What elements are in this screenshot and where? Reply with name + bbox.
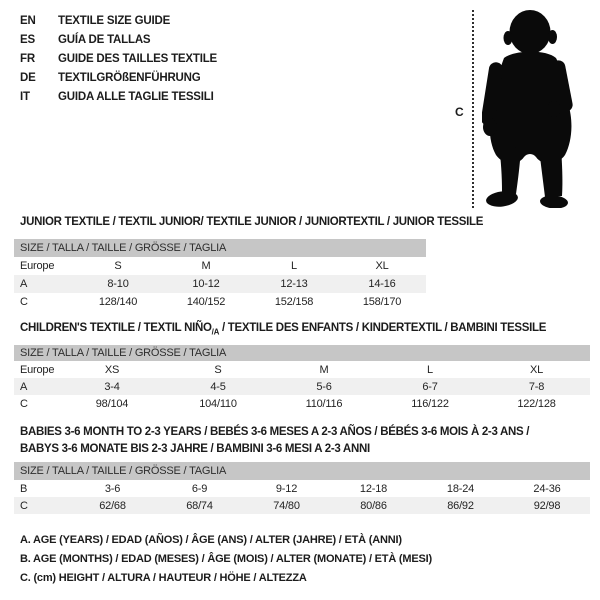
- table-cell: A: [20, 380, 28, 393]
- table-cell: XS: [104, 363, 120, 376]
- language-code: IT: [20, 91, 30, 103]
- table-cell: 14-16: [368, 278, 396, 290]
- table-cell: 98/104: [95, 397, 129, 410]
- table-cell: 9-12: [275, 482, 298, 495]
- table-cell: L: [291, 260, 297, 272]
- language-label: GUÍA DE TALLAS: [58, 34, 151, 46]
- height-measure-label: C: [455, 105, 464, 119]
- table-cell: 152/158: [274, 296, 314, 308]
- table-row: [14, 275, 426, 293]
- table-cell: 68/74: [186, 499, 213, 512]
- note-height-cm: C. (cm) HEIGHT / ALTURA / HAUTEUR / HÖHE / ALTEZZA: [20, 572, 307, 584]
- table-cell: 6-9: [191, 482, 208, 495]
- table-cell: 116/122: [411, 397, 449, 410]
- babies-size-header: SIZE / TALLA / TAILLE / GRÖSSE / TAGLIA: [14, 462, 590, 480]
- junior-table-title: JUNIOR TEXTILE / TEXTIL JUNIOR/ TEXTILE JUNIOR / JUNIORTEXTIL / JUNIOR TESSILE: [20, 216, 484, 228]
- table-cell: 80/86: [360, 499, 387, 512]
- language-code: FR: [20, 53, 35, 65]
- table-row: [14, 257, 426, 275]
- table-cell: C: [20, 499, 28, 512]
- language-label: TEXTILE SIZE GUIDE: [58, 15, 171, 27]
- language-row: [20, 69, 217, 88]
- table-row: [14, 497, 590, 514]
- table-cell: XL: [529, 363, 544, 376]
- table-cell: 8-10: [107, 278, 129, 290]
- language-label: GUIDA ALLE TAGLIE TESSILI: [58, 91, 214, 103]
- children-size-table: [14, 361, 590, 412]
- language-code: DE: [20, 72, 36, 84]
- table-cell: C: [20, 397, 28, 410]
- language-code: ES: [20, 34, 35, 46]
- children-title-part: CHILDREN'S TEXTILE / TEXTIL NIÑO: [20, 322, 212, 334]
- height-dotted-line: [472, 10, 474, 208]
- note-age-years: A. AGE (YEARS) / EDAD (AÑOS) / ÂGE (ANS) / ALTER (JAHRE) / ETÀ (ANNI): [20, 534, 402, 546]
- table-cell: B: [20, 482, 28, 495]
- table-cell: XL: [375, 260, 389, 272]
- table-cell: 24-36: [533, 482, 561, 495]
- table-cell: 128/140: [98, 296, 138, 308]
- table-cell: A: [20, 278, 28, 290]
- table-cell: S: [214, 363, 222, 376]
- table-cell: 6-7: [422, 380, 438, 393]
- table-cell: 5-6: [316, 380, 332, 393]
- table-cell: C: [20, 296, 28, 308]
- table-cell: 12-18: [359, 482, 388, 495]
- language-row: [20, 12, 217, 31]
- table-row: [14, 361, 590, 378]
- children-title-part: / TEXTILE DES ENFANTS / KINDERTEXTIL / BAMBINI TESSILE: [219, 322, 547, 334]
- table-cell: 140/152: [186, 296, 226, 308]
- children-size-header: SIZE / TALLA / TAILLE / GRÖSSE / TAGLIA: [14, 345, 590, 361]
- babies-table-title: [20, 424, 529, 458]
- table-row: [14, 480, 590, 497]
- language-label: GUIDE DES TAILLES TEXTILE: [58, 53, 217, 65]
- table-cell: Europe: [20, 363, 55, 376]
- language-label: TEXTILGRÖßENFÜHRUNG: [58, 72, 201, 84]
- language-code: EN: [20, 15, 36, 27]
- table-cell: 3-6: [104, 482, 121, 495]
- legend-notes: [20, 531, 432, 588]
- language-row: [20, 88, 217, 107]
- note-age-months: B. AGE (MONTHS) / EDAD (MESES) / ÂGE (MOIS) / ALTER (MONATE) / ETÀ (MESI): [20, 553, 432, 565]
- table-cell: 18-24: [446, 482, 475, 495]
- table-cell: 10-12: [192, 278, 220, 290]
- children-table-title: [20, 322, 546, 336]
- table-cell: 7-8: [528, 380, 545, 393]
- table-row: [14, 395, 590, 412]
- baby-silhouette-icon: [482, 8, 590, 208]
- table-cell: 4-5: [210, 380, 226, 393]
- junior-size-header: SIZE / TALLA / TAILLE / GRÖSSE / TAGLIA: [14, 239, 426, 257]
- table-row: [14, 378, 590, 395]
- table-cell: 12-13: [280, 278, 308, 290]
- table-cell: 3-4: [104, 380, 120, 393]
- children-title-sub: /A: [211, 327, 220, 337]
- babies-title-line2: BABYS 3-6 MONATE BIS 2-3 JAHRE / BAMBINI 3-6 MESI A 2-3 ANNI: [20, 443, 370, 455]
- table-cell: 86/92: [447, 499, 474, 512]
- language-list: [20, 12, 217, 107]
- table-cell: M: [201, 260, 211, 272]
- table-cell: 62/68: [99, 499, 126, 512]
- table-cell: 122/128: [517, 397, 556, 410]
- table-cell: S: [114, 260, 122, 272]
- table-cell: L: [427, 363, 433, 376]
- junior-size-table: [14, 257, 426, 311]
- babies-size-table: [14, 480, 590, 514]
- table-cell: 92/98: [533, 499, 561, 512]
- table-cell: M: [319, 363, 329, 376]
- table-cell: Europe: [20, 260, 55, 272]
- table-cell: 74/80: [273, 499, 300, 512]
- table-row: [14, 293, 426, 311]
- language-row: [20, 50, 217, 69]
- table-cell: 158/170: [362, 296, 402, 308]
- babies-title-line1: BABIES 3-6 MONTH TO 2-3 YEARS / BEBÉS 3-6 MESES A 2-3 AÑOS / BÉBÉS 3-6 MOIS À 2-3 ANS /: [20, 426, 530, 438]
- table-cell: 104/110: [199, 397, 237, 410]
- language-row: [20, 31, 217, 50]
- table-cell: 110/116: [305, 397, 343, 410]
